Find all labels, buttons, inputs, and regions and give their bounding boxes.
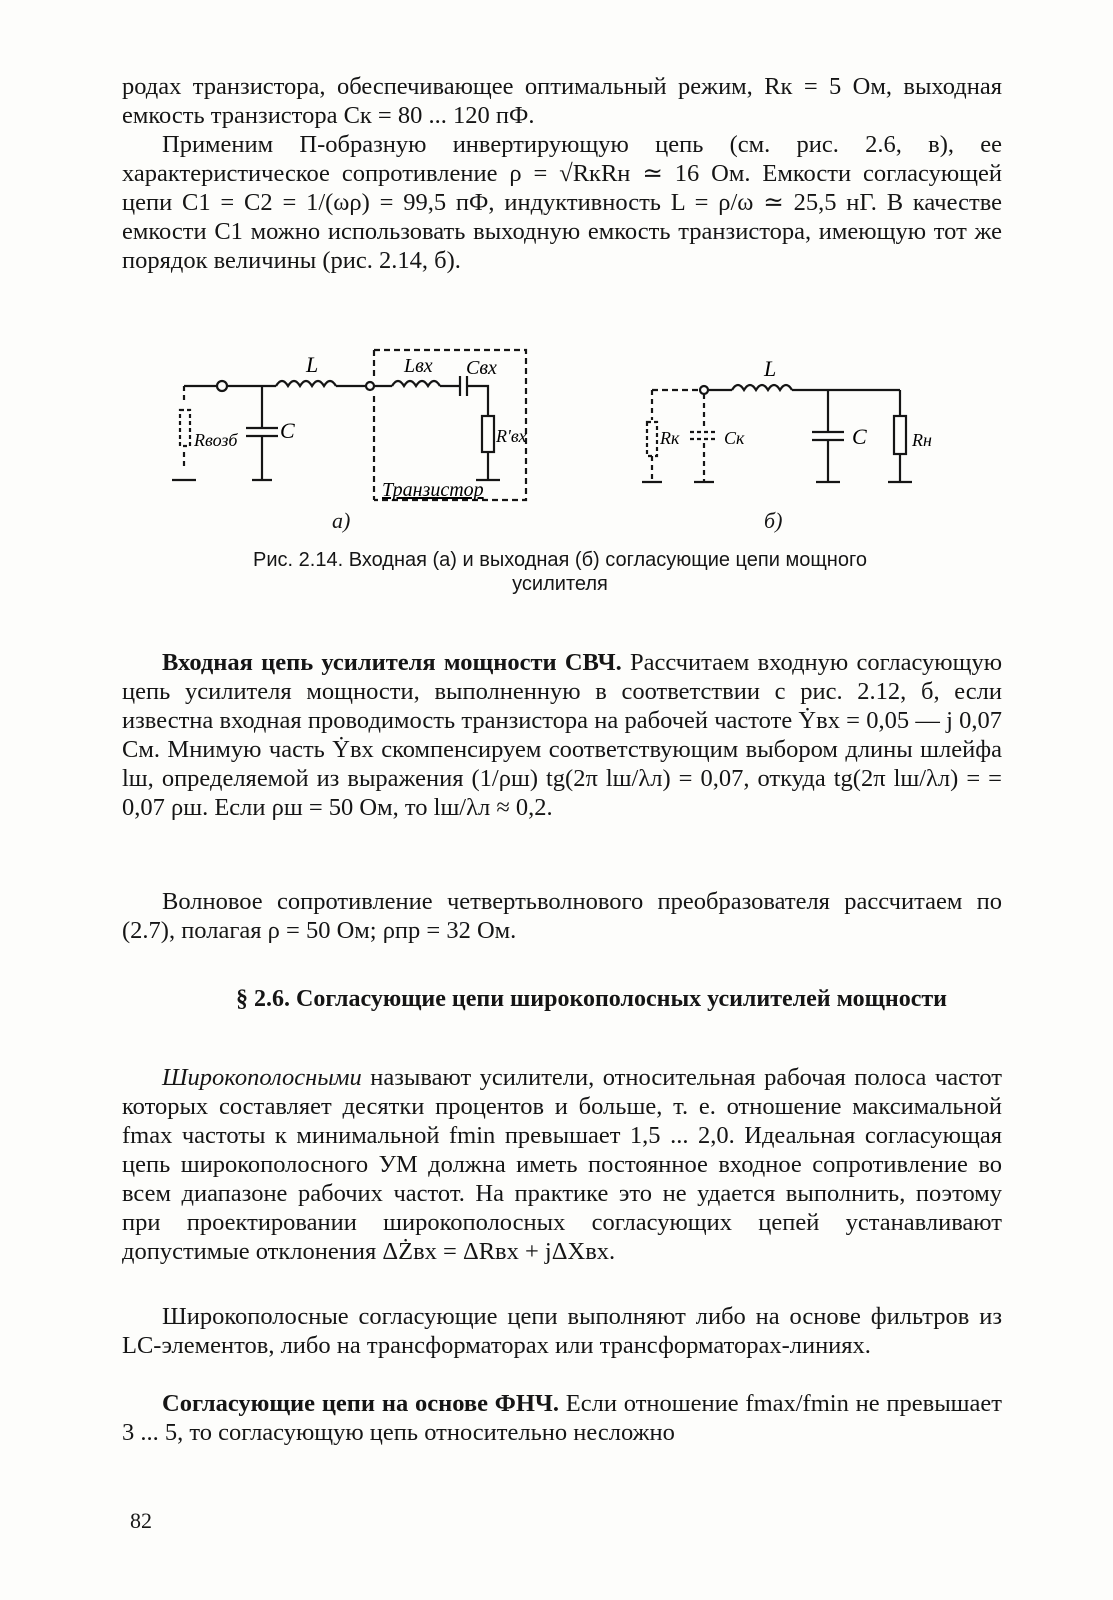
section-heading: § 2.6. Согласующие цепи широкополосных усилителей мощности — [236, 986, 947, 1012]
input-circuit-diagram — [170, 340, 550, 520]
section-wave-impedance — [122, 887, 1002, 945]
figure-caption — [130, 548, 990, 596]
label-Rvx: R'вх — [496, 426, 527, 446]
output-circuit-diagram — [632, 360, 952, 500]
label-Ck: Cк — [724, 428, 745, 448]
label-Rvozb: Rвозб — [194, 430, 238, 450]
label-Rn: Rн — [912, 430, 932, 450]
label-C-out: C — [852, 424, 867, 449]
lpf-text: Если отношение fmax/fmin не превышает 3 ... 5, то согласующую цепь относительно несложно — [122, 1390, 1003, 1446]
input-circuit-title: Входная цепь усилителя мощности СВЧ. — [162, 649, 622, 676]
caption-line-1: Рис. 2.14. Входная (а) и выходная (б) согласующие цепи мощного — [253, 549, 867, 571]
label-Rk: Rк — [660, 428, 680, 448]
label-L: L — [306, 352, 319, 377]
paragraph-pi-circuit — [122, 130, 1002, 275]
label-transistor: Транзистор — [382, 479, 484, 501]
input-circuit-text: Рассчитаем входную согласующую цепь усилителя мощности, выполненную в соответствии с рис. 2.12, б, если известна входная проводимость транзистора на рабочей частоте Ẏвх = 0,05 — j 0,07 См. Мнимую часть Ẏвх скомпенсируем соответствующим выбором длины шлейфа lш, определяемой из выражения (1/ρш) tg(2π lш/λл) = 0,07, откуда tg(2π lш/λл) = = 0,07 ρш. Если ρш = 50 Ом, то lш/λл ≈ 0,2. — [122, 649, 1003, 821]
section-broadband-implementation — [122, 1302, 1002, 1360]
caption-line-2: усилителя — [512, 573, 608, 595]
figure-input-circuit — [170, 340, 550, 520]
section-lpf — [122, 1389, 1002, 1447]
section-input-circuit — [122, 648, 1002, 822]
pi-circuit-text: Применим П-образную инвертирующую цепь (см. рис. 2.6, в), ее характеристическое сопротивление ρ = √RкRн ≃ 16 Ом. Емкости согласующей цепи C1 = C2 = 1/(ωρ) = 99,5 пФ, индуктивность L = ρ/ω ≃ 25,5 нГ. В качестве емкости C1 можно использовать выходную емкость транзистора, имеющую тот же порядок величины (рис. 2.14, б). — [122, 131, 1002, 274]
label-Lvx: Lвх — [404, 355, 433, 377]
top-text: родах транзистора, обеспечивающее оптимальный режим, Rк = 5 Ом, выходная емкость транзистора Cк = 80 ... 120 пФ. — [122, 73, 1002, 129]
paragraph-top — [122, 72, 1002, 130]
label-sub-b: б) — [764, 508, 783, 533]
label-Cvx: Cвх — [466, 357, 497, 379]
page-number: 82 — [130, 1508, 152, 1533]
section-broadband — [122, 1063, 1002, 1266]
wave-impedance-text: Волновое сопротивление четвертьволнового преобразователя рассчитаем по (2.7), полагая ρ = 50 Ом; ρпр = 32 Ом. — [122, 888, 1002, 944]
broadband-text: называют усилители, относительная рабочая полоса частот которых составляет десятки процентов и больше, т. е. отношение максимальной fmax частоты к минимальной fmin превышает 1,5 ... 2,0. Идеальная согласующая цепь широкополосного УМ должна иметь постоянное входное сопротивление во всем диапазоне рабочих частот. На практике это не удается выполнить, поэтому при проектировании широкополосных согласующих цепей устанавливают допустимые отклонения ΔŻвх = ΔRвх + jΔXвх. — [122, 1064, 1002, 1265]
label-sub-a: а) — [332, 508, 351, 533]
broadband-implementation-text: Широкополосные согласующие цепи выполняют либо на основе фильтров из LC-элементов, либо на трансформаторах или трансформаторах-линиях. — [122, 1303, 1002, 1359]
lpf-title: Согласующие цепи на основе ФНЧ. — [162, 1390, 559, 1417]
figure-output-circuit — [632, 360, 952, 500]
broadband-term: Широкополосными — [162, 1064, 362, 1091]
label-C: C — [280, 418, 295, 443]
label-L-out: L — [764, 360, 777, 381]
